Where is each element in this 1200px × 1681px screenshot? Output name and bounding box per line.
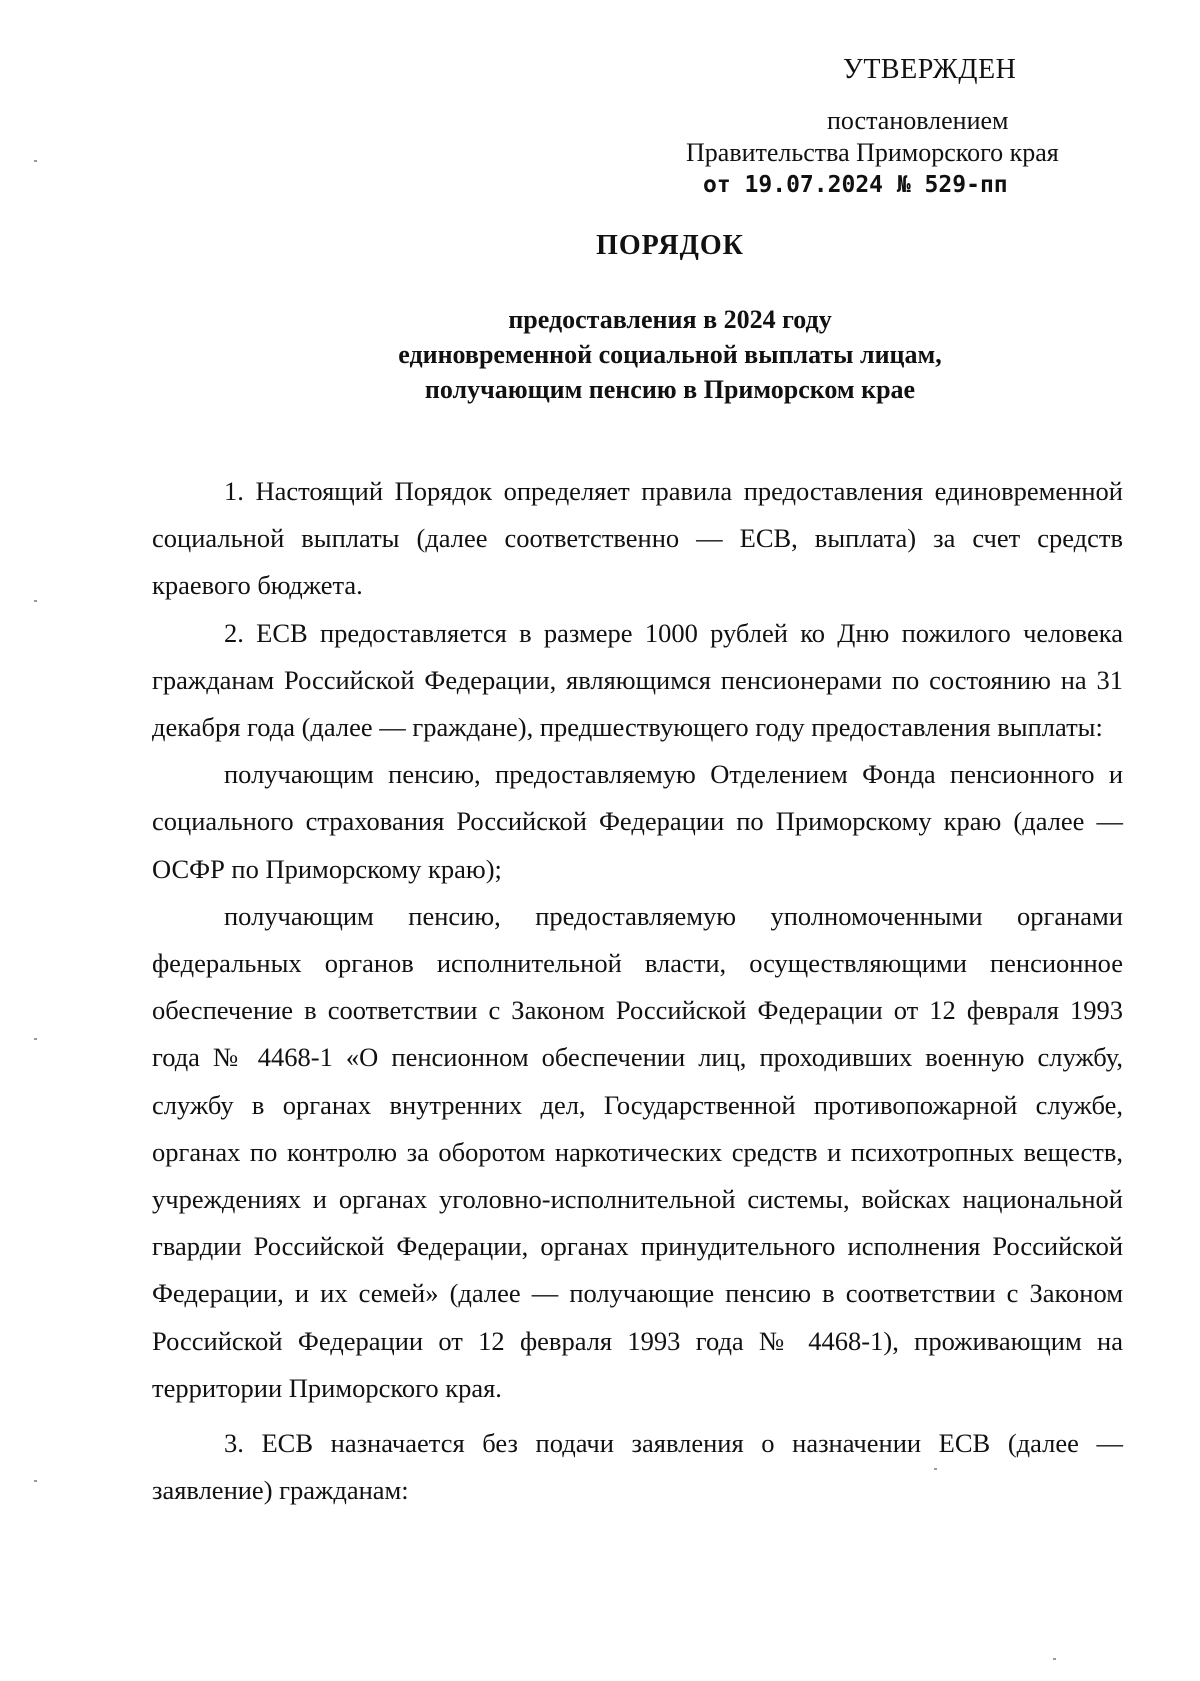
document-body [152,468,1123,1514]
paragraph-2-item-1: получающим пенсию, предоставляемую Отделением Фонда пенсионного и социального страхования Российской Федерации по Приморскому краю (далее — ОСФР по Приморскому краю); [152,759,1123,884]
paragraph-2-item-2: получающим пенсию, предоставляемую уполномоченными органами федеральных органов исполнительной власти, осуществляющими пенсионное обеспечение в соответствии с Законом Российской Федерации от 12 февраля 1993 года № 4468-1 «О пенсионном обеспечении лиц, проходивших военную службу, службу в органах внутренних дел, Государственной противопожарной службе, органах по контролю за оборотом наркотических средств и психотропных веществ, учреждениях и органах уголовно-исполнительной системы, войсках национальной гвардии Российской Федерации, органах принудительного исполнения Российской Федерации, и их семей» (далее — получающие пенсию в соответствии с Законом Российской Федерации от 12 февраля 1993 года № 4468-1), проживающим на территории Приморского края. [152,900,1123,1403]
scan-speck [1053,1658,1056,1660]
subtitle-line: получающим пенсию в Приморском крае [424,375,916,404]
paragraph-3: 3. ЕСВ назначается без подачи заявления о назначении ЕСВ (далее — заявление) гражданам: [152,1428,1123,1506]
scan-speck [34,1038,37,1040]
approving-authority: Правительства Приморского края [686,138,1059,167]
subtitle-line: единовременной социальной выплаты лицам, [398,340,942,369]
scan-speck [34,600,37,602]
resolution-number: от 19.07.2024 № 529-пп [703,172,1008,198]
subtitle-line: предоставления в 2024 году [508,305,832,334]
scan-speck [34,1480,37,1482]
approved-stamp: УТВЕРЖДЕН [843,54,1017,85]
paragraph-1: 1. Настоящий Порядок определяет правила предоставления единовременной социальной выплаты (далее соответственно — ЕСВ, выплата) за счет средств краевого бюджета. [152,476,1123,601]
scan-speck [34,160,37,162]
document-subtitle [0,302,1200,407]
approved-by: постановлением [827,106,1009,135]
scan-speck [934,1468,937,1470]
document-title: ПОРЯДОК [596,230,744,261]
paragraph-2: 2. ЕСВ предоставляется в размере 1000 рублей ко Дню пожилого человека гражданам Российской Федерации, являющимся пенсионерами по состоянию на 31 декабря года (далее — граждане), предшествующего году предоставления выплаты: [152,617,1123,743]
